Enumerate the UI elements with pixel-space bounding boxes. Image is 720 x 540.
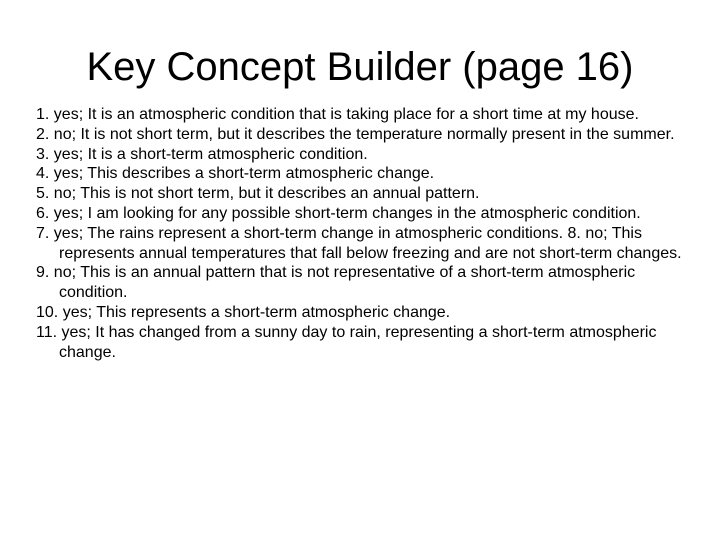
answer-item-6: 6. yes; I am looking for any possible short-term changes in the atmospheric condition. [36,204,641,222]
answer-item-9: 9. no; This is an annual pattern that is not representative of a short-term atmospheric condition. [36,264,636,302]
answer-item-1: 1. yes; It is an atmospheric condition that is taking place for a short time at my house. [36,106,639,123]
answer-item-11: 11. yes; It has changed from a sunny day to rain, representing a short-term atmospheric change. [36,323,657,361]
answer-item-3: 3. yes; It is a short-term atmospheric condition. [36,145,368,163]
answer-list [36,105,684,362]
answer-item-10: 10. yes; This represents a short-term atmospheric change. [36,303,451,321]
answer-item-5: 5. no; This is not short term, but it describes an annual pattern. [36,185,480,203]
answer-item-7: 7. yes; The rains represent a short-term change in atmospheric conditions. 8. no; This represents annual temperatures that fall below freezing and are not short-term changes. [36,224,682,262]
answer-item-2: 2. no; It is not short term, but it describes the temperature normally present in the summer. [36,125,675,143]
answer-item-4: 4. yes; This describes a short-term atmospheric change. [36,165,435,183]
slide-title: Key Concept Builder (page 16) [86,45,634,89]
